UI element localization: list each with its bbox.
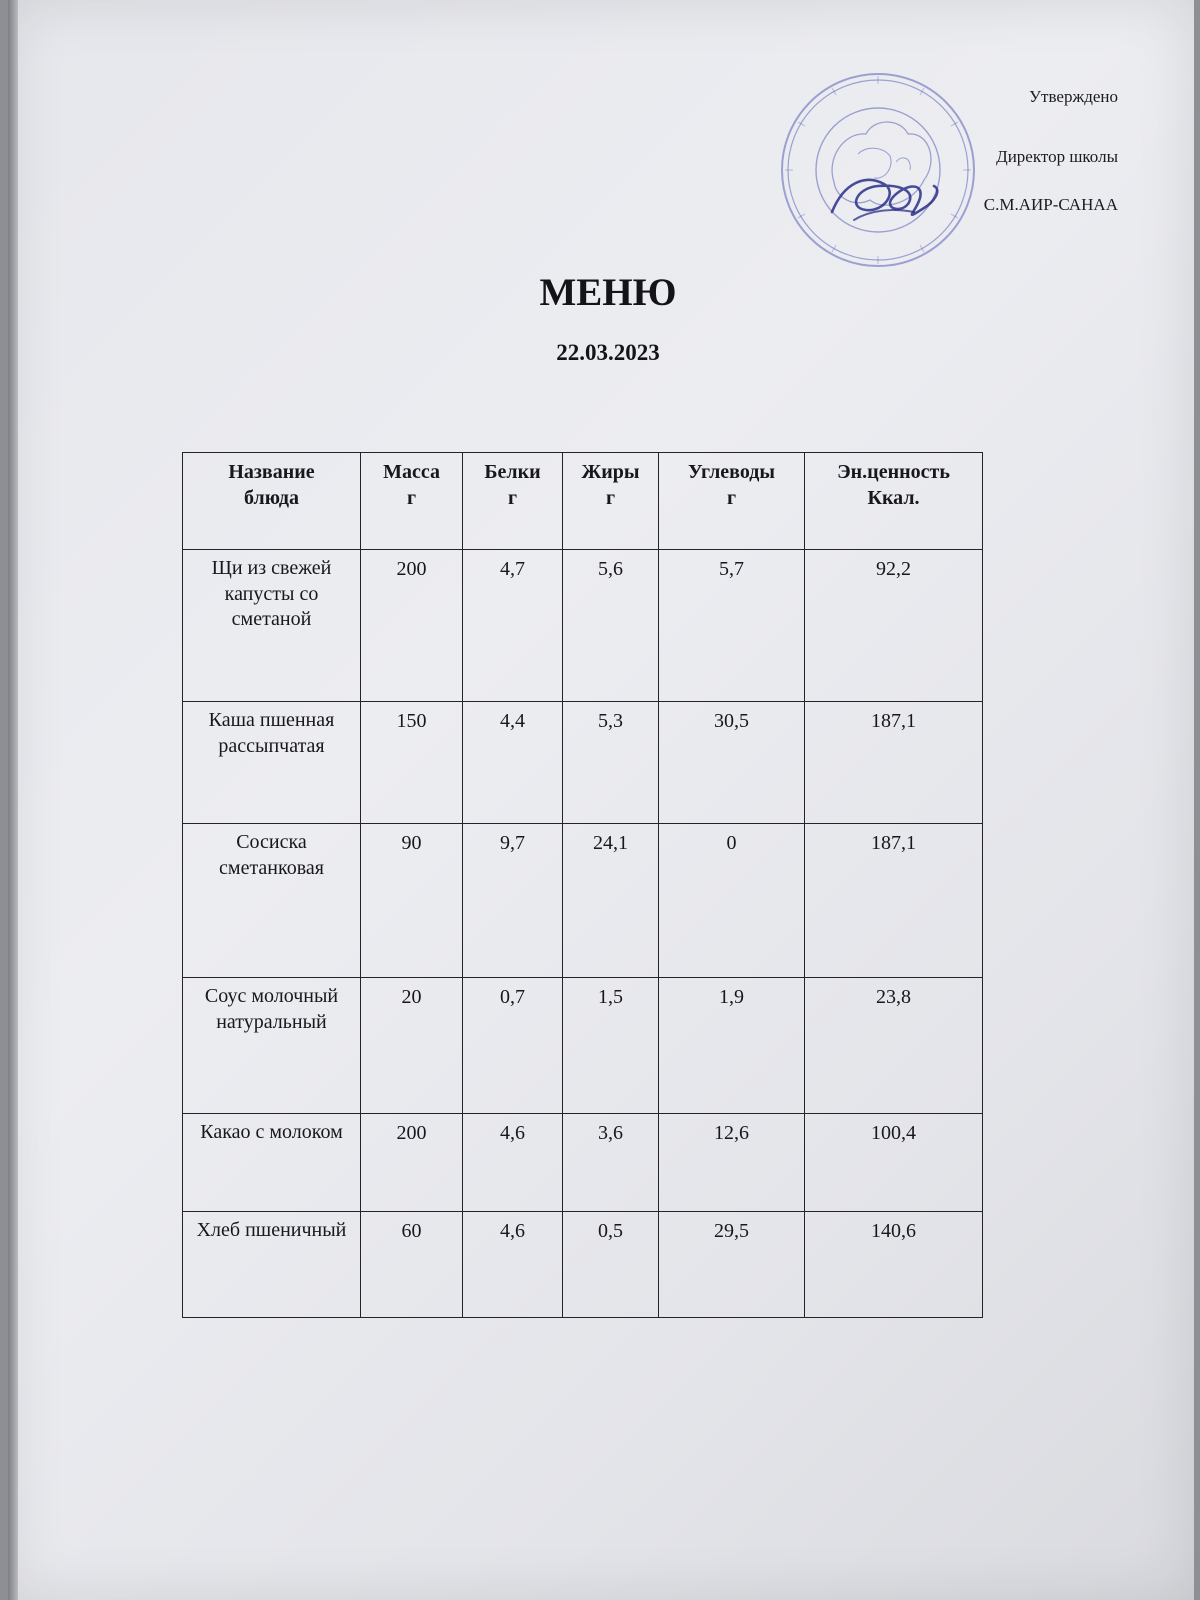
- header-dish-name: Название блюда: [183, 453, 361, 550]
- dish-fat: 0,5: [563, 1212, 659, 1318]
- dish-energy: 187,1: [805, 702, 983, 824]
- dish-carbs: 12,6: [659, 1114, 805, 1212]
- header-fat: Жиры г: [563, 453, 659, 550]
- dish-energy: 23,8: [805, 978, 983, 1114]
- dish-mass: 20: [361, 978, 463, 1114]
- menu-date: 22.03.2023: [556, 340, 660, 365]
- page-title: МЕНЮ: [539, 271, 677, 314]
- dish-energy: 140,6: [805, 1212, 983, 1318]
- dish-carbs: 0: [659, 824, 805, 978]
- approval-label: Утверждено: [1029, 87, 1118, 106]
- dish-energy: 92,2: [805, 550, 983, 702]
- dish-fat: 24,1: [563, 824, 659, 978]
- dish-fat: 5,3: [563, 702, 659, 824]
- dish-name: Хлеб пшеничный: [183, 1212, 361, 1318]
- header-energy: Эн.ценность Ккал.: [805, 453, 983, 550]
- dish-carbs: 29,5: [659, 1212, 805, 1318]
- school-seal-stamp: [774, 62, 980, 280]
- director-name: С.М.АИР-САНАА: [983, 195, 1118, 214]
- table-row: [183, 1212, 983, 1318]
- dish-protein: 0,7: [463, 978, 563, 1114]
- dish-mass: 200: [361, 1114, 463, 1212]
- header-mass: Масса г: [361, 453, 463, 550]
- dish-carbs: 30,5: [659, 702, 805, 824]
- director-position: Директор школы: [996, 147, 1118, 166]
- dish-protein: 4,4: [463, 702, 563, 824]
- table-row: [183, 978, 983, 1114]
- table-row: [183, 702, 983, 824]
- dish-fat: 3,6: [563, 1114, 659, 1212]
- dish-fat: 5,6: [563, 550, 659, 702]
- dish-fat: 1,5: [563, 978, 659, 1114]
- table-header-row: [183, 453, 983, 550]
- dish-mass: 150: [361, 702, 463, 824]
- dish-mass: 90: [361, 824, 463, 978]
- page-edge-shadow: [8, 0, 18, 1600]
- dish-name: Каша пшенная рассыпчатая: [183, 702, 361, 824]
- dish-energy: 100,4: [805, 1114, 983, 1212]
- dish-mass: 60: [361, 1212, 463, 1318]
- table-row: [183, 550, 983, 702]
- dish-mass: 200: [361, 550, 463, 702]
- dish-protein: 9,7: [463, 824, 563, 978]
- table-row: [183, 824, 983, 978]
- dish-energy: 187,1: [805, 824, 983, 978]
- dish-name: Какао с молоком: [183, 1114, 361, 1212]
- dish-protein: 4,7: [463, 550, 563, 702]
- dish-name: Щи из свежей капусты со сметаной: [183, 550, 361, 702]
- dish-carbs: 1,9: [659, 978, 805, 1114]
- menu-table: [182, 452, 983, 1318]
- dish-name: Соус молочный натуральный: [183, 978, 361, 1114]
- header-carbs: Углеводы г: [659, 453, 805, 550]
- dish-carbs: 5,7: [659, 550, 805, 702]
- header-protein: Белки г: [463, 453, 563, 550]
- dish-protein: 4,6: [463, 1212, 563, 1318]
- dish-protein: 4,6: [463, 1114, 563, 1212]
- table-row: [183, 1114, 983, 1212]
- dish-name: Сосиска сметанковая: [183, 824, 361, 978]
